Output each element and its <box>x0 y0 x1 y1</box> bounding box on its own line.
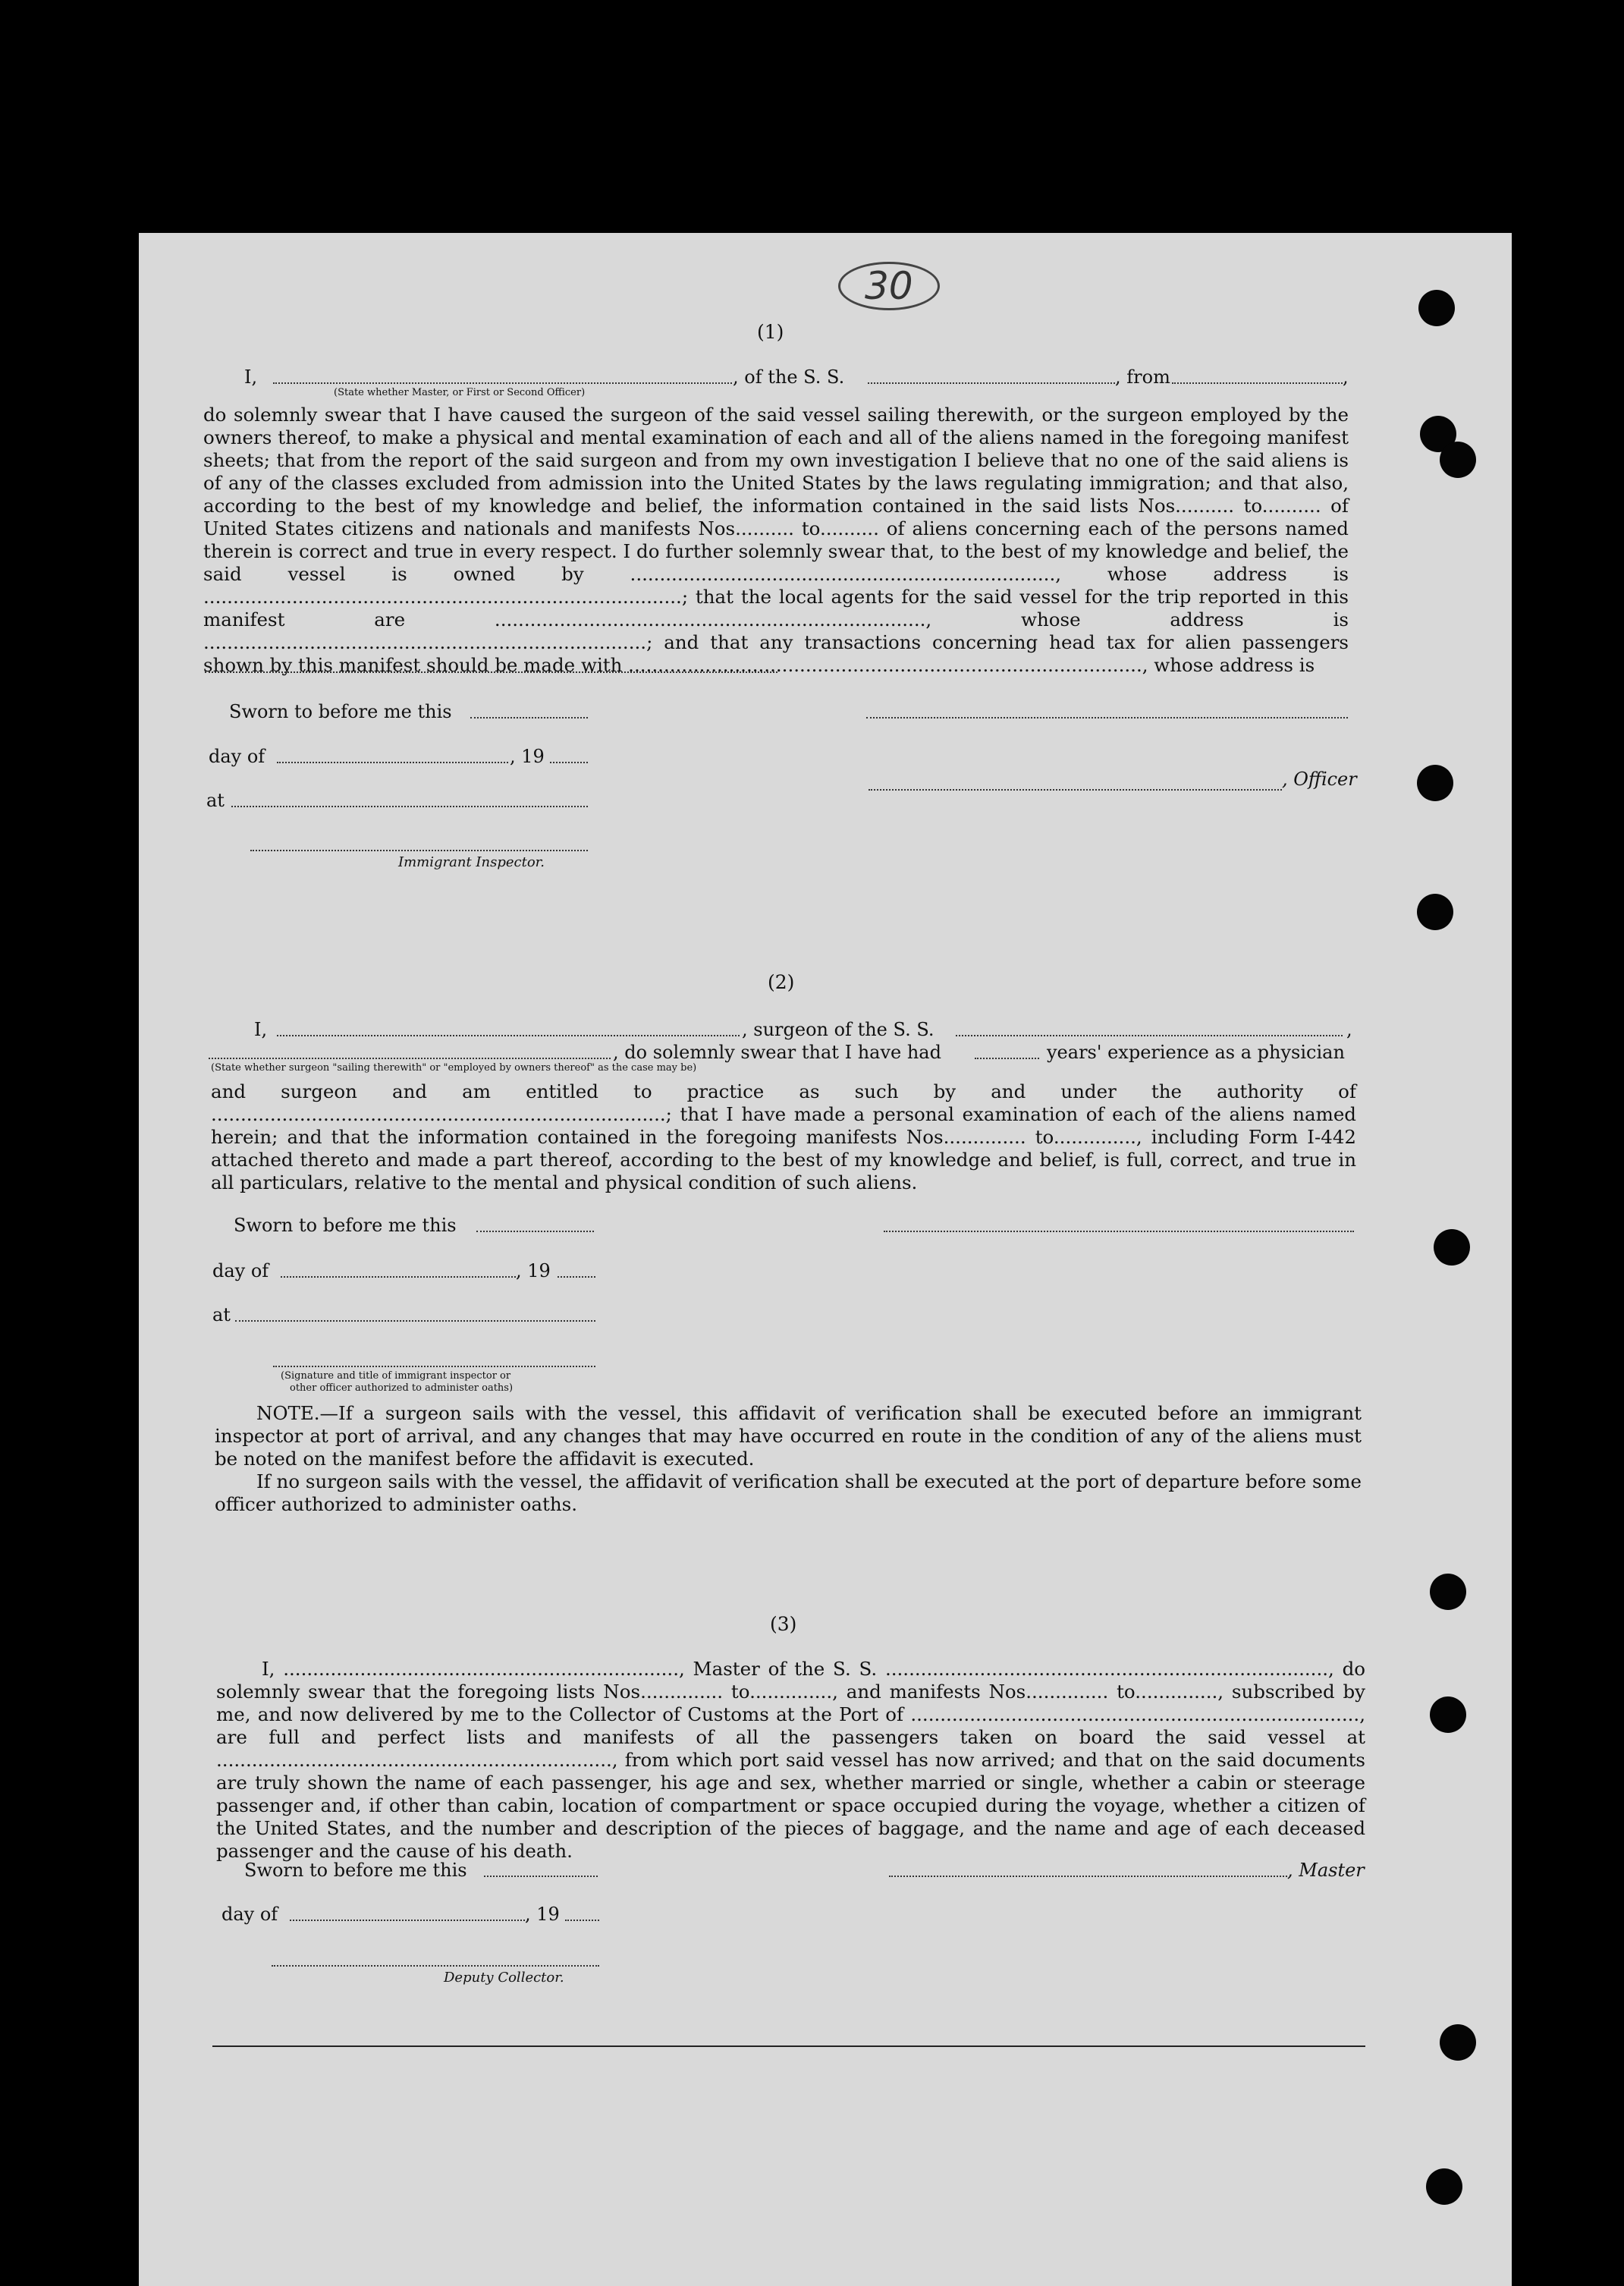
surgeon-signature-field[interactable] <box>884 1231 1354 1232</box>
label-vessel: , of the S. S. <box>733 366 845 388</box>
punch-hole <box>1434 1229 1470 1266</box>
sworn-date-field[interactable] <box>470 717 588 719</box>
vessel-name-field[interactable] <box>868 382 1115 384</box>
official-signature-field[interactable] <box>273 1366 595 1367</box>
sworn-line: Sworn to before me this <box>234 1215 457 1236</box>
officer-signature-field[interactable] <box>866 717 1348 719</box>
year-field[interactable] <box>565 1920 599 1921</box>
oath-line <box>244 366 257 388</box>
punch-hole <box>1440 2024 1476 2061</box>
signature-caption: (Signature and title of immigrant inspector or <box>281 1370 511 1382</box>
comma: , <box>1343 366 1349 388</box>
day-month-field[interactable] <box>281 1276 516 1278</box>
day-of-line: day of <box>212 1260 269 1281</box>
address-field[interactable] <box>205 671 777 673</box>
year-label: , 19 <box>525 1904 560 1925</box>
officer-caption: (State whether Master, or First or Second Officer) <box>334 387 586 398</box>
place-field[interactable] <box>235 1320 595 1322</box>
deputy-caption: Deputy Collector. <box>444 1970 564 1986</box>
note-text: NOTE.—If a surgeon sails with the vessel, this affidavit of verification shall be executed before an immigrant inspector at port of arrival, and any changes that may have occurred en route in the condition of any of the aliens must be noted on the manifest before the affidavit is executed. <box>215 1402 1362 1470</box>
surgeon-name-field[interactable] <box>277 1035 740 1036</box>
surgeon-label: , surgeon of the S. S. <box>742 1019 935 1040</box>
master-body <box>216 1658 1365 1863</box>
master-signature-field[interactable] <box>889 1876 1287 1877</box>
master-text: I, ..................................................................., Master of the S. S. ..........................................................................., do solemnly swear that the foregoing lists Nos.............. to.............., and manifests Nos.............. to.............., subscribed by me, and now delivered by me to the Collector of Customs at the Port of ............................................................................, are full and perfect lists and manifests of all the passengers taken on board the said vessel at ..................................................................., from which port said vessel has now arrived; and that on the said documents are truly shown the name of each passenger, his age and sex, whether married or single, whether a cabin or steerage passenger and, if other than cabin, location of compartment or space occupied during the voyage, whether a citizen of the United States, and the number and description of the pieces of baggage, and the name and age of each deceased passenger and the cause of his death. <box>216 1658 1365 1862</box>
punch-hole <box>1430 1574 1466 1610</box>
oath-text: do solemnly swear that I have caused the surgeon of the said vessel sailing therewith, or the surgeon employed by the owners thereof, to make a physical and mental examination of each and all of the aliens named in the foregoing manifest sheets; that from the report of the said surgeon and from my own investigation I believe that no one of the said aliens is of any of the classes excluded from admission into the United States by the laws regulating immigration; and that also, according to the best of my knowledge and belief, the information contained in the said lists Nos.......... to.......... of United States citizens and nationals and manifests Nos.......... to.......... of aliens concerning each of the persons named therein is correct and true in every respect. I do further solemnly swear that, to the best of my knowledge and belief, the said vessel is owned by ........................................................................, whose address is .................................................................................; that the local agents for the said vessel for the trip reported in this manifest are ........................................................................., whose address is ...........................................................................; and that any transactions concerning head tax for alien passengers shown by this manifest should be made with ......................................................................................., whose address is <box>203 404 1349 676</box>
surgeon-text: and surgeon and am entitled to practice as such by and under the authority of .............................................................................; that I have made a personal examination of each of the aliens named herein; and that the information contained in the foregoing manifests Nos.............. to.............., including Form I-442 attached thereto and made a part thereof, according to the best of my knowledge and belief, is full, correct, and true in all particulars, relative to the mental and physical condition of such aliens. <box>211 1080 1356 1193</box>
sworn-date-field[interactable] <box>484 1876 598 1877</box>
section-number: (1) <box>757 321 784 343</box>
section-number: (3) <box>770 1613 797 1635</box>
master-label: , Master <box>1287 1860 1365 1881</box>
surgeon-vessel-field[interactable] <box>956 1035 1343 1036</box>
surgeon-body <box>211 1080 1356 1194</box>
punch-hole <box>1417 894 1453 930</box>
sworn-line: Sworn to before me this <box>229 701 452 722</box>
sworn-line: Sworn to before me this <box>244 1860 467 1881</box>
punch-hole <box>1418 290 1455 326</box>
handwritten-page-number: 30 <box>838 262 940 310</box>
surgeon-line: I, <box>254 1019 268 1040</box>
at-line: at <box>206 790 225 811</box>
punch-hole <box>1426 2168 1462 2205</box>
deputy-signature-field[interactable] <box>272 1965 599 1967</box>
note-text: If no surgeon sails with the vessel, the affidavit of verification shall be executed at the port of departure before some officer authorized to administer oaths. <box>215 1470 1362 1515</box>
punch-hole <box>1430 1696 1466 1733</box>
sworn-date-field[interactable] <box>476 1231 594 1232</box>
officer-title-field[interactable] <box>869 789 1282 791</box>
surgeon-caption: (State whether surgeon "sailing therewith" or "employed by owners thereof" as the case may be) <box>211 1062 697 1074</box>
oath-line <box>1115 366 1170 388</box>
officer-name-field[interactable] <box>273 382 732 384</box>
punch-hole <box>1440 442 1476 478</box>
day-month-field[interactable] <box>290 1920 525 1921</box>
label-from: , from <box>1115 366 1170 388</box>
years-field[interactable] <box>975 1058 1039 1059</box>
surgeon-type-field[interactable] <box>209 1058 611 1059</box>
oath-line <box>1343 366 1349 388</box>
punch-hole <box>1417 765 1453 801</box>
signature-caption: other officer authorized to administer oaths) <box>290 1382 514 1394</box>
section-number: (2) <box>768 971 795 993</box>
year-label: , 19 <box>516 1260 551 1281</box>
day-of-line: day of <box>221 1904 278 1925</box>
year-label: , 19 <box>510 746 545 767</box>
comma: , <box>1346 1019 1352 1040</box>
day-of-line: day of <box>209 746 265 767</box>
label-i: I, <box>244 366 258 388</box>
divider <box>212 2045 1365 2047</box>
place-field[interactable] <box>231 806 588 807</box>
at-line: at <box>212 1304 231 1325</box>
officer-label: , Officer <box>1282 769 1357 790</box>
oath-line <box>733 366 844 388</box>
inspector-caption: Immigrant Inspector. <box>398 854 545 870</box>
day-month-field[interactable] <box>277 762 508 763</box>
swear-label: , do solemnly swear that I have had <box>613 1042 941 1063</box>
years-label: years' experience as a physician <box>1047 1042 1345 1063</box>
departure-port-field[interactable] <box>1172 382 1343 384</box>
year-field[interactable] <box>550 762 588 763</box>
inspector-signature-field[interactable] <box>250 850 588 851</box>
year-field[interactable] <box>558 1276 595 1278</box>
note <box>215 1402 1362 1516</box>
oath-body <box>203 404 1349 677</box>
